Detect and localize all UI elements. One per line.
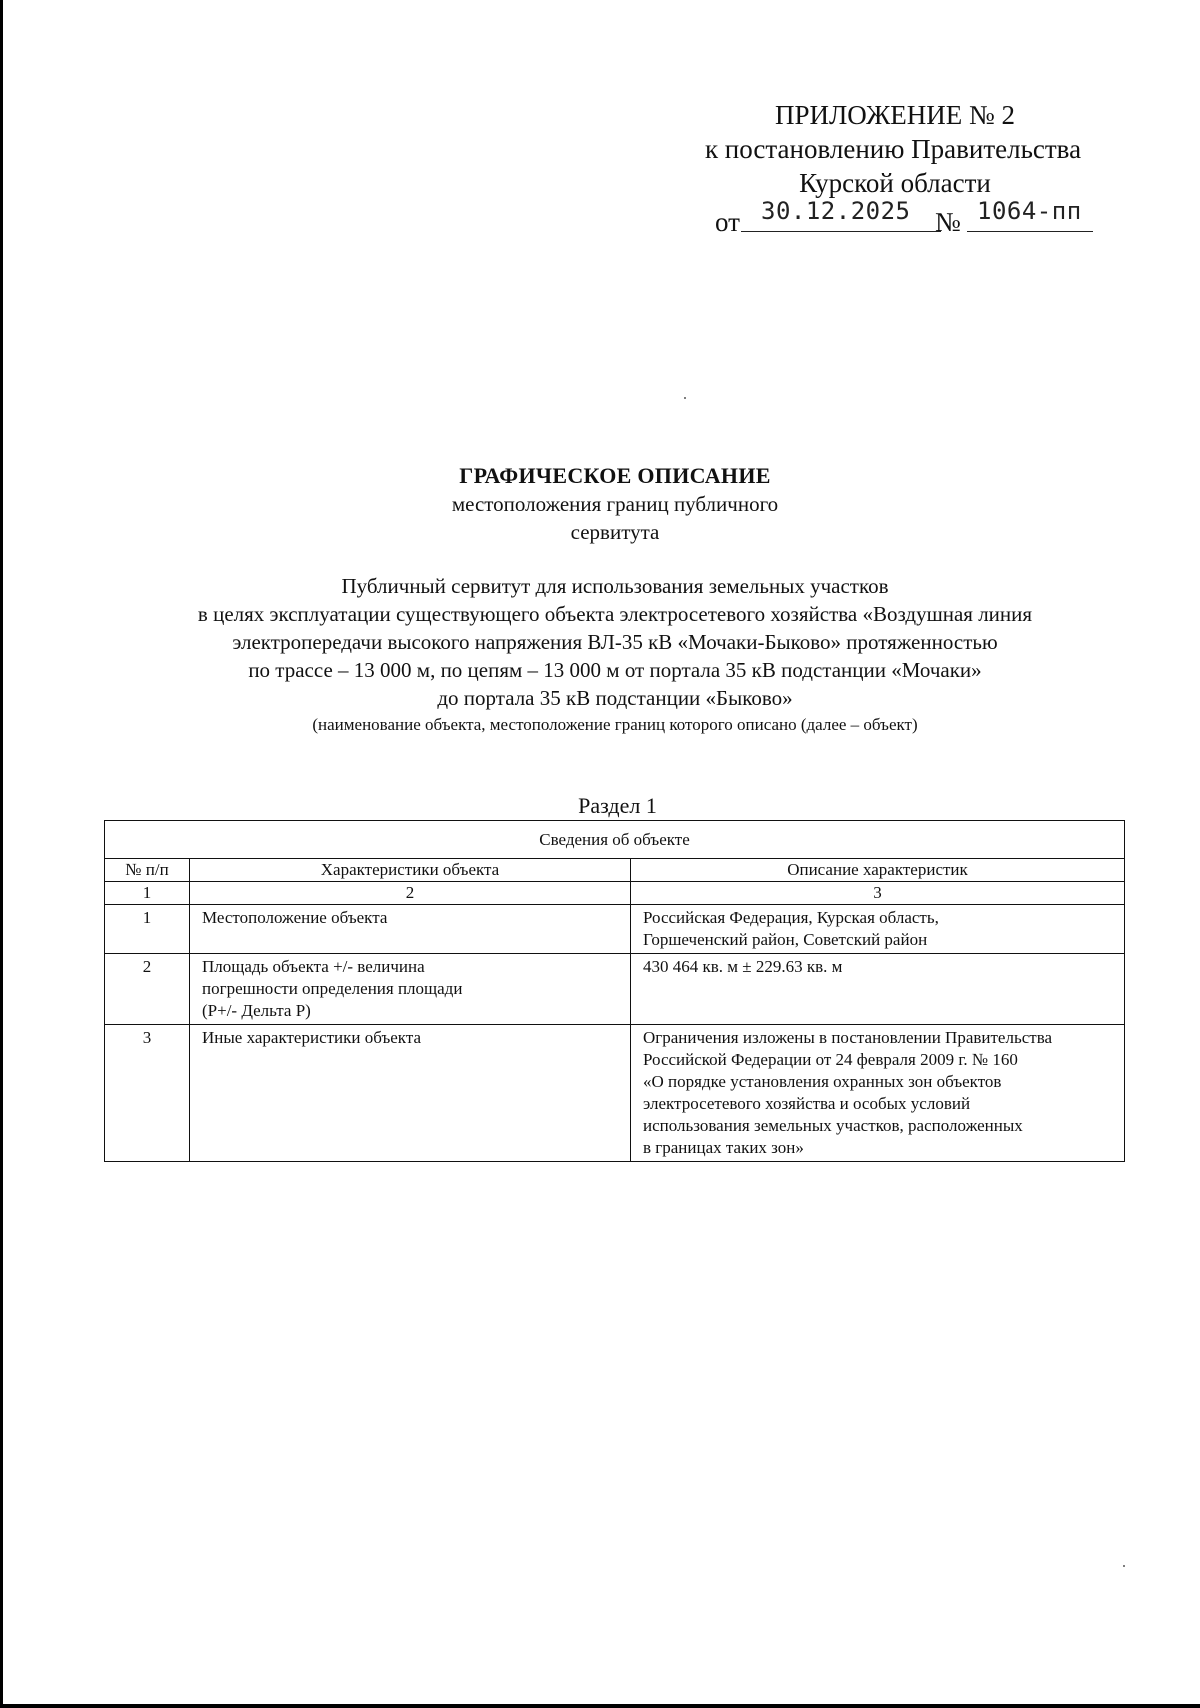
row-characteristic-line: погрешности определения площади [202,979,463,998]
number-underline [967,231,1093,232]
appendix-resolution-line: к постановлению Правительства [704,134,1082,164]
row-characteristic [190,954,631,1025]
resolution-date: 30.12.2025 [761,197,911,225]
table-caption: Сведения об объекте [105,821,1125,859]
row-characteristic-line: Местоположение объекта [202,908,388,927]
column-number: 3 [631,882,1125,905]
date-underline [741,231,941,232]
scan-speck [684,397,686,399]
row-description-line: Горшеченский район, Советский район [643,930,928,949]
row-description-line: Российской Федерации от 24 февраля 2009 г. № 160 [643,1050,1018,1069]
table-caption-row [105,821,1125,859]
table-row [105,1025,1125,1162]
object-line: Публичный сервитут для использования земельных участков [341,574,889,598]
row-characteristic [190,905,631,954]
object-line: до портала 35 кВ подстанции «Быково» [437,686,793,710]
row-description-line: электросетевого хозяйства и особых условий [643,1094,971,1113]
row-description-line: в границах таких зон» [643,1138,804,1157]
scan-left-edge [0,0,3,1708]
resolution-number: 1064-пп [977,197,1082,225]
row-number: 2 [105,954,190,1025]
column-header: Характеристики объекта [190,859,631,882]
row-description [631,905,1125,954]
from-label: от [715,207,740,237]
scan-bottom-edge [0,1704,1200,1708]
table-column-number-row [105,882,1125,905]
row-characteristic-line: Иные характеристики объекта [202,1028,422,1047]
row-number: 1 [105,905,190,954]
document-title [0,462,1200,546]
column-number: 1 [105,882,190,905]
object-line: в целях эксплуатации существующего объекта электросетевого хозяйства «Воздушная линия [197,602,1033,626]
row-description-line: Ограничения изложены в постановлении Правительства [643,1028,1053,1047]
column-number: 2 [190,882,631,905]
table-header-row [105,859,1125,882]
row-number: 3 [105,1025,190,1162]
object-info-table [104,820,1125,1162]
column-header: Описание характеристик [631,859,1125,882]
row-description-line: 430 464 кв. м ± 229.63 кв. м [643,957,843,976]
row-characteristic-line: Площадь объекта +/- величина [202,957,425,976]
row-characteristic-line: (P+/- Дельта P) [202,1001,311,1020]
object-line: по трассе – 13 000 м, по цепям – 13 000 м от портала 35 кВ подстанции «Мочаки» [248,658,982,682]
scan-speck [1123,1565,1125,1567]
appendix-title: ПРИЛОЖЕНИЕ № 2 [774,100,1016,130]
object-line: электропередачи высокого напряжения ВЛ-35 кВ «Мочаки-Быково» протяженностью [232,630,998,654]
row-description-line: Российская Федерация, Курская область, [643,908,939,927]
row-characteristic [190,1025,631,1162]
title-sub-2: сервитута [570,520,660,544]
appendix-header [600,98,1140,200]
object-description [0,572,1200,737]
column-header: № п/п [105,859,190,882]
object-note: (наименование объекта, местоположение границ которого описано (далее – объект) [312,715,918,734]
row-description [631,954,1125,1025]
appendix-region-line: Курской области [799,168,991,198]
row-description-line: использования земельных участков, расположенных [643,1116,1023,1135]
title-main: ГРАФИЧЕСКОЕ ОПИСАНИЕ [459,463,771,488]
row-description [631,1025,1125,1162]
title-sub-1: местоположения границ публичного [451,492,779,516]
number-label: № [935,207,961,237]
table-row [105,905,1125,954]
table-row [105,954,1125,1025]
section-title: Раздел 1 [578,793,657,818]
row-description-line: «О порядке установления охранных зон объектов [643,1072,1002,1091]
